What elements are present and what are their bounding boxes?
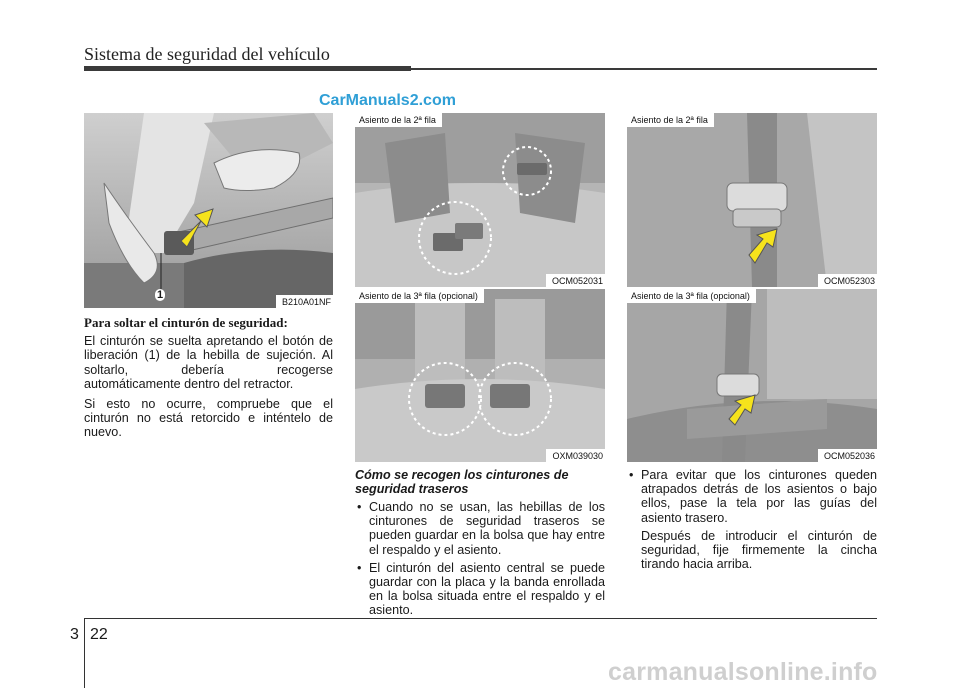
figure-second-row-guide [627, 113, 877, 287]
figure-label: Asiento de la 2ª fila [355, 113, 442, 127]
left-column-text [84, 316, 333, 446]
paragraph: Después de introducir el cinturón de seguridad, fije firmemente la cincha tirando hacia arriba. [641, 528, 877, 572]
callout-number: 1 [157, 289, 164, 301]
section-heading: Cómo se recogen los cinturones de seguridad traseros [355, 468, 569, 496]
right-column-text [627, 468, 877, 571]
arrow-icon [725, 391, 761, 427]
bullet-item: • Cuando no se usan, las hebillas de los cinturones de seguridad traseros se pueden guardar en la bolsa que hay entre el respaldo y el asiento. [355, 500, 605, 557]
figure-code: OCM052031 [546, 274, 605, 287]
section-heading: Para soltar el cinturón de seguridad: [84, 315, 288, 330]
footer-rule-vertical [84, 618, 85, 688]
figure-third-row-guide [627, 289, 877, 462]
watermark-top: CarManuals2.com [319, 92, 456, 109]
figure-buckle-release [84, 113, 333, 308]
figure-label: Asiento de la 3ª fila (opcional) [627, 289, 756, 303]
figure-code: OXM039030 [546, 449, 605, 462]
figure-code: B210A01NF [276, 295, 333, 308]
footer-rule-horizontal [84, 618, 877, 619]
figure-third-row-stowage [355, 289, 605, 462]
figure-code: OCM052303 [818, 274, 877, 287]
third-row-seat-illustration [355, 289, 605, 462]
chapter-number: 3 [70, 626, 79, 643]
figure-code: OCM052036 [818, 449, 877, 462]
figure-label: Asiento de la 2ª fila [627, 113, 714, 127]
bullet-item: • Para evitar que los cinturones queden atrapados detrás de los asientos o bajo ellos, pase la tela por las guías del asiento trasero. [627, 468, 877, 525]
paragraph: El cinturón se suelta apretando el botón de liberación (1) de la hebilla de sujeción. Al soltarlo, debería recogerse automáticamente dentro del retractor. [84, 334, 333, 391]
middle-column-text [355, 468, 605, 622]
header-rule-thick [84, 66, 411, 71]
arrow-icon [173, 201, 221, 249]
page-title: Sistema de seguridad del vehículo [84, 44, 330, 64]
header-rule-thin [411, 68, 877, 70]
arrow-icon [745, 225, 785, 265]
figure-label: Asiento de la 3ª fila (opcional) [355, 289, 484, 303]
page-number: 22 [90, 626, 108, 643]
paragraph: Si esto no ocurre, compruebe que el cinturón no está retorcido e inténtelo de nuevo. [84, 397, 333, 440]
third-row-guide-illustration [627, 289, 877, 462]
figure-second-row-stowage [355, 113, 605, 287]
watermark-bottom: carmanualsonline.info [608, 658, 878, 686]
bullet-item: • El cinturón del asiento central se puede guardar con la placa y la banda enrollada en la bolsa situada entre el respaldo y el asiento. [355, 561, 605, 618]
second-row-seat-illustration [355, 113, 605, 287]
